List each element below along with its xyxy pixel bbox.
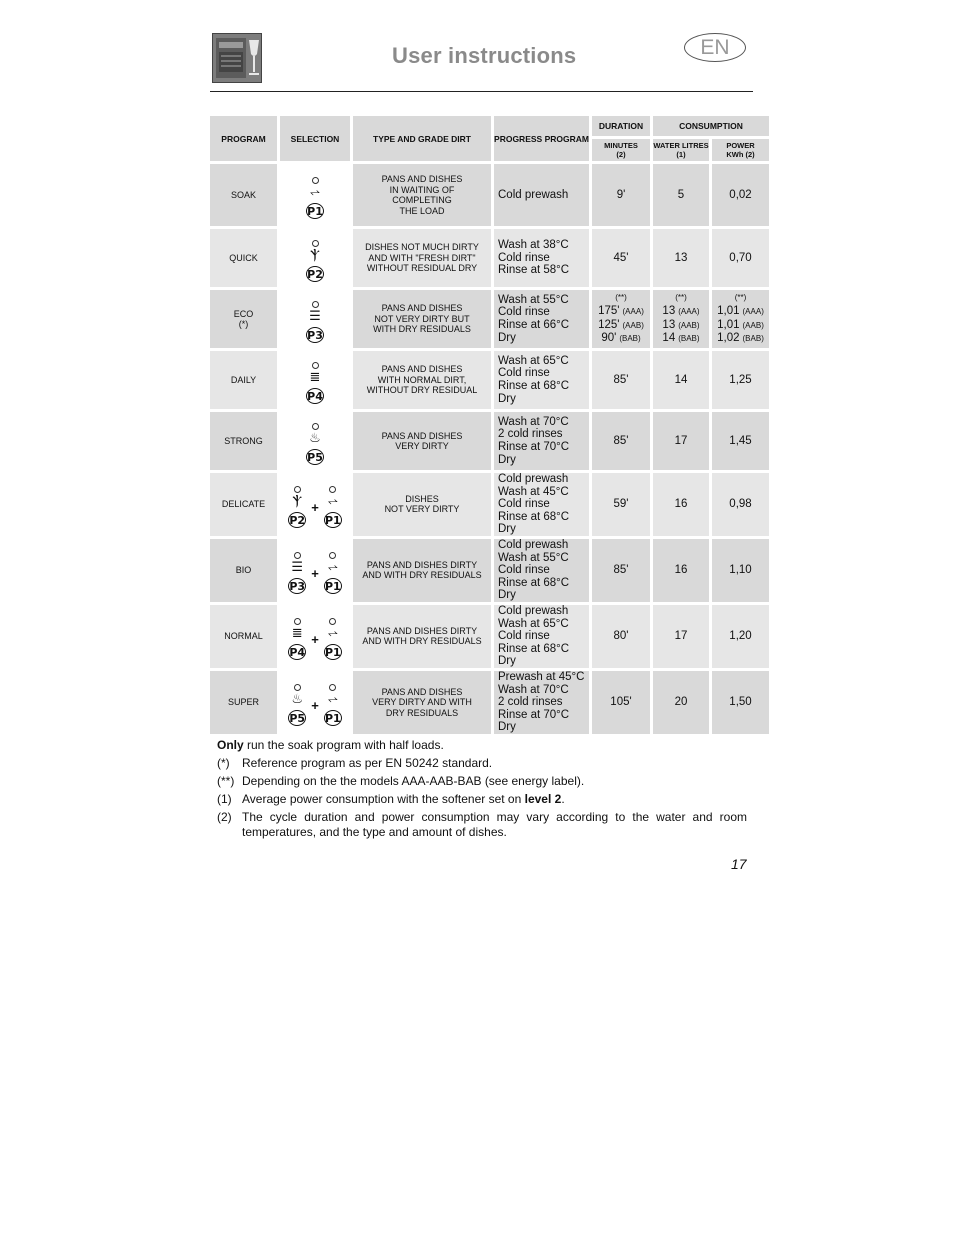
header-type: TYPE AND GRADE DIRT xyxy=(353,116,491,161)
progress-cell: Cold prewash xyxy=(494,164,589,226)
program-badge: P3 xyxy=(307,329,323,342)
model-value: 13 (AAA) xyxy=(662,304,700,317)
pan-icon: ⥋ xyxy=(327,494,338,510)
program-name: SUPER xyxy=(227,697,259,708)
program-badge: P1 xyxy=(324,646,341,660)
program-name-cell xyxy=(210,539,277,602)
program-badge: P5 xyxy=(289,712,306,726)
minutes-cell: 85' xyxy=(592,539,650,602)
pot-icon: ♨ xyxy=(309,431,321,446)
table-row xyxy=(210,539,769,602)
power-cell: 0,98 xyxy=(712,473,769,536)
table-row xyxy=(210,473,769,536)
program-button-p1 xyxy=(323,486,343,528)
model-value: 1,02 (BAB) xyxy=(717,332,764,345)
header-program: PROGRAM xyxy=(210,116,277,161)
dirt-type-cell: DISHES NOT MUCH DIRTY AND WITH "FRESH DIRT" WITHOUT RESIDUAL DRY xyxy=(353,229,491,287)
program-button-p1 xyxy=(305,177,325,219)
selection-cell xyxy=(280,229,350,287)
language-badge: EN xyxy=(684,33,746,62)
dirt-type-cell: PANS AND DISHES DIRTY AND WITH DRY RESIDUALS xyxy=(353,539,491,602)
minutes-cell: 85' xyxy=(592,351,650,409)
program-button-p2 xyxy=(305,240,325,282)
selection-cell xyxy=(280,290,350,348)
minutes-cell: 59' xyxy=(592,473,650,536)
program-note: (*) xyxy=(238,319,249,329)
pan-icon: ⥋ xyxy=(327,560,338,576)
footnote-models: (**) Depending on the the models AAA-AAB-BAB (see energy label). xyxy=(217,774,585,788)
water-cell: 17 xyxy=(653,412,709,470)
selection-cell xyxy=(280,671,350,734)
plus-sign: + xyxy=(311,565,319,581)
model-value: 125' (AAB) xyxy=(598,318,644,331)
minutes-cell: 45' xyxy=(592,229,650,287)
models-marker: (**) xyxy=(734,293,747,303)
progress-cell: Wash at 55°C Cold rinse Rinse at 66°C Dry xyxy=(494,290,589,348)
model-value: 90' (BAB) xyxy=(601,332,641,345)
power-cell: 1,25 xyxy=(712,351,769,409)
models-marker: (**) xyxy=(675,293,687,303)
program-name-cell xyxy=(210,290,277,348)
progress-cell: Prewash at 45°C Wash at 70°C 2 cold rinses Rinse at 70°C Dry xyxy=(494,671,589,734)
selection-cell xyxy=(280,351,350,409)
model-value: 1,01 (AAA) xyxy=(717,304,764,317)
dirt-type-cell: PANS AND DISHES DIRTY AND WITH DRY RESIDUALS xyxy=(353,605,491,668)
dishwasher-logo-icon xyxy=(212,33,262,83)
indicator-light-icon xyxy=(312,301,319,308)
model-value: 175' (AAA) xyxy=(598,304,644,317)
program-name-cell xyxy=(210,605,277,668)
pan-icon: ⥋ xyxy=(309,185,321,200)
program-button-p3 xyxy=(287,552,307,594)
table-row xyxy=(210,671,769,734)
minutes-cell: 85' xyxy=(592,412,650,470)
power-cell xyxy=(712,290,769,348)
plus-sign: + xyxy=(311,697,319,713)
indicator-light-icon xyxy=(312,177,319,184)
selection-cell xyxy=(280,539,350,602)
program-button-p3 xyxy=(305,301,325,343)
power-cell: 1,10 xyxy=(712,539,769,602)
programs-table xyxy=(207,113,772,737)
indicator-light-icon xyxy=(294,486,301,493)
model-value: 13 (AAB) xyxy=(662,318,700,331)
page-title: User instructions xyxy=(392,43,577,68)
progress-cell: Cold prewash Wash at 55°C Cold rinse Rinse at 68°C Dry xyxy=(494,539,589,602)
program-badge: P1 xyxy=(324,580,341,594)
program-button-p4 xyxy=(305,362,325,404)
header-water: WATER LITRES (1) xyxy=(653,141,709,159)
power-cell: 1,20 xyxy=(712,605,769,668)
table-row xyxy=(210,605,769,668)
program-button-p1 xyxy=(323,552,343,594)
soak-note: Only run the soak program with half loads. xyxy=(217,738,444,752)
program-name: NORMAL xyxy=(224,631,263,642)
program-name-cell xyxy=(210,473,277,536)
program-name: ECO xyxy=(233,308,254,319)
program-badge: P3 xyxy=(289,580,306,594)
power-cell: 1,50 xyxy=(712,671,769,734)
minutes-cell: 9' xyxy=(592,164,650,226)
models-marker: (**) xyxy=(615,293,627,303)
header-consumption: CONSUMPTION xyxy=(653,116,769,136)
indicator-light-icon xyxy=(294,618,301,625)
model-value: 14 (BAB) xyxy=(662,332,700,345)
header-selection: SELECTION xyxy=(280,116,350,161)
table-row xyxy=(210,290,769,348)
water-cell xyxy=(653,290,709,348)
dirt-type-cell: PANS AND DISHES VERY DIRTY xyxy=(353,412,491,470)
program-name-cell xyxy=(210,412,277,470)
program-name: BIO xyxy=(235,565,252,576)
dirt-type-cell: DISHES NOT VERY DIRTY xyxy=(353,473,491,536)
indicator-light-icon xyxy=(329,552,336,559)
program-name: DELICATE xyxy=(221,499,266,510)
glasses-icon: Ⲯ xyxy=(292,494,303,510)
indicator-light-icon xyxy=(312,362,319,369)
water-cell: 5 xyxy=(653,164,709,226)
power-cell: 0,02 xyxy=(712,164,769,226)
program-name: STRONG xyxy=(224,435,263,446)
dirt-type-cell: PANS AND DISHES IN WAITING OF COMPLETING THE LOAD xyxy=(353,164,491,226)
header-minutes: MINUTES (2) xyxy=(592,139,650,161)
dirt-type-cell: PANS AND DISHES WITH NORMAL DIRT, WITHOUT DRY RESIDUAL xyxy=(353,351,491,409)
water-cell: 16 xyxy=(653,539,709,602)
dirt-type-cell: PANS AND DISHES VERY DIRTY AND WITH DRY RESIDUALS xyxy=(353,671,491,734)
water-cell: 16 xyxy=(653,473,709,536)
program-button-p4 xyxy=(287,618,307,660)
progress-cell: Wash at 70°C 2 cold rinses Rinse at 70°C Dry xyxy=(494,412,589,470)
power-cell: 0,70 xyxy=(712,229,769,287)
minutes-cell: 105' xyxy=(592,671,650,734)
footnote-duration: (2) The cycle duration and power consumption may vary according to the water and room temperatures, and the type and amount of dishes. xyxy=(217,810,747,839)
program-name-cell xyxy=(210,229,277,287)
program-button-p5 xyxy=(287,684,307,726)
pan-icon: ⥋ xyxy=(327,692,338,708)
minutes-cell: 80' xyxy=(592,605,650,668)
program-badge: P1 xyxy=(324,712,341,726)
progress-cell: Cold prewash Wash at 45°C Cold rinse Rinse at 68°C Dry xyxy=(494,473,589,536)
indicator-light-icon xyxy=(329,618,336,625)
program-badge: P5 xyxy=(307,451,323,464)
program-badge: P4 xyxy=(289,646,306,660)
page-number: 17 xyxy=(731,856,747,872)
water-cell: 17 xyxy=(653,605,709,668)
dishes-stack-icon: ☰ xyxy=(291,560,304,576)
indicator-light-icon xyxy=(329,684,336,691)
program-badge: P4 xyxy=(307,390,323,403)
program-badge: P1 xyxy=(307,205,323,218)
pan-icon: ⥋ xyxy=(327,626,338,642)
table-row xyxy=(210,412,769,470)
indicator-light-icon xyxy=(312,423,319,430)
indicator-light-icon xyxy=(294,552,301,559)
selection-cell xyxy=(280,605,350,668)
plates-icon: ≣ xyxy=(291,626,303,642)
progress-cell: Cold prewash Wash at 65°C Cold rinse Rinse at 68°C Dry xyxy=(494,605,589,668)
selection-cell xyxy=(280,164,350,226)
program-button-p5 xyxy=(305,423,325,465)
program-name-cell xyxy=(210,351,277,409)
selection-cell xyxy=(280,473,350,536)
header-power: POWER KWh (2) xyxy=(712,139,769,161)
indicator-light-icon xyxy=(312,240,319,247)
footnote-power: (1) Average power consumption with the softener set on level 2. xyxy=(217,792,565,806)
plus-sign: + xyxy=(311,499,319,515)
power-cell: 1,45 xyxy=(712,412,769,470)
plus-sign: + xyxy=(311,631,319,647)
program-name: DAILY xyxy=(230,374,257,385)
water-cell: 20 xyxy=(653,671,709,734)
dishes-stack-icon: ☰ xyxy=(309,309,321,324)
selection-cell xyxy=(280,412,350,470)
plates-icon: ≣ xyxy=(309,370,321,385)
minutes-cell xyxy=(592,290,650,348)
program-badge: P2 xyxy=(289,514,306,528)
indicator-light-icon xyxy=(294,684,301,691)
footnote-reference: (*) Reference program as per EN 50242 standard. xyxy=(217,756,493,770)
table-row xyxy=(210,351,769,409)
progress-cell: Wash at 65°C Cold rinse Rinse at 68°C Dry xyxy=(494,351,589,409)
program-button-p2 xyxy=(287,486,307,528)
model-value: 1,01 (AAB) xyxy=(717,318,764,331)
indicator-light-icon xyxy=(329,486,336,493)
pot-icon: ♨ xyxy=(291,692,304,708)
program-name-cell xyxy=(210,671,277,734)
header-duration: DURATION xyxy=(592,116,650,136)
glasses-icon: Ⲯ xyxy=(310,248,320,263)
table-row xyxy=(210,229,769,287)
header-progress: PROGRESS PROGRAM xyxy=(494,116,589,161)
header-divider xyxy=(210,91,753,92)
water-cell: 13 xyxy=(653,229,709,287)
progress-cell: Wash at 38°C Cold rinse Rinse at 58°C xyxy=(494,229,589,287)
program-button-p1 xyxy=(323,684,343,726)
dirt-type-cell: PANS AND DISHES NOT VERY DIRTY BUT WITH DRY RESIDUALS xyxy=(353,290,491,348)
program-name-cell xyxy=(210,164,277,226)
table-row xyxy=(210,164,769,226)
program-button-p1 xyxy=(323,618,343,660)
footnotes xyxy=(217,738,747,843)
program-badge: P2 xyxy=(307,268,323,281)
program-name: SOAK xyxy=(230,189,256,200)
program-badge: P1 xyxy=(324,514,341,528)
program-name: QUICK xyxy=(229,252,258,263)
water-cell: 14 xyxy=(653,351,709,409)
